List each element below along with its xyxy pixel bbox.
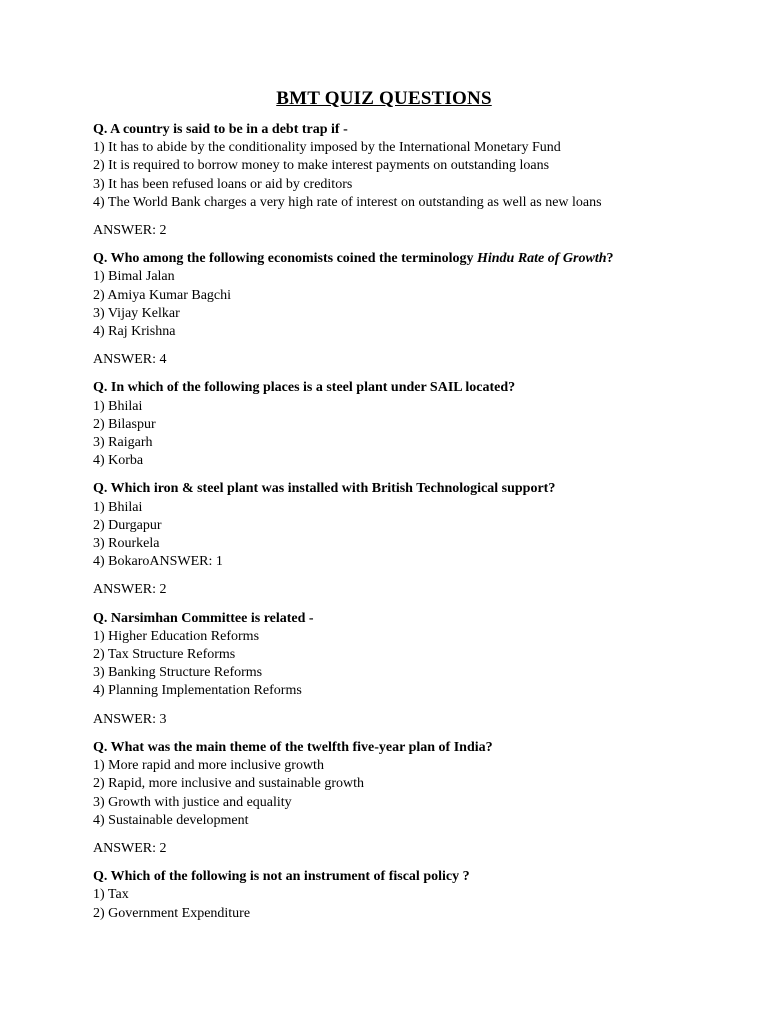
question-block: [93, 480, 733, 599]
option: 2) It is required to borrow money to make interest payments on outstanding loans: [93, 158, 550, 174]
answer-text: ANSWER: 2: [93, 840, 167, 856]
question-block: [93, 610, 733, 729]
option: 4) BokaroANSWER: 1: [93, 554, 223, 570]
option: 1) Bhilai: [93, 499, 143, 515]
question-text: Q. Narsimhan Committee is related -: [93, 610, 314, 626]
answer-text: ANSWER: 2: [93, 582, 167, 598]
question-suffix: ?: [606, 251, 614, 267]
option: 1) Tax: [93, 887, 129, 903]
option: 2) Durgapur: [93, 517, 162, 533]
option: 2) Government Expenditure: [93, 905, 251, 921]
option: 4) The World Bank charges a very high rate of interest on outstanding as well as new loans: [93, 194, 602, 210]
question-block: [93, 868, 733, 923]
quiz-content: [93, 121, 733, 933]
option: 4) Sustainable development: [93, 812, 249, 828]
question-text: Q. Which of the following is not an instrument of fiscal policy ?: [93, 869, 470, 885]
question-text: Q. Which iron & steel plant was installed with British Technological support?: [93, 481, 556, 497]
document-title: BMT QUIZ QUESTIONS: [276, 88, 492, 109]
question-prefix: Q. Who among the following economists coined the terminology: [93, 251, 477, 267]
question-text: Q. What was the main theme of the twelfth five-year plan of India?: [93, 739, 493, 755]
option: 1) Higher Education Reforms: [93, 628, 260, 644]
option: 3) Vijay Kelkar: [93, 305, 180, 321]
answer-text: ANSWER: 4: [93, 352, 167, 368]
option: 2) Amiya Kumar Bagchi: [93, 287, 232, 303]
question-block: [93, 121, 733, 240]
question-text: Q. A country is said to be in a debt trap if -: [93, 122, 348, 137]
answer-text: ANSWER: 3: [93, 711, 167, 727]
question-block: [93, 739, 733, 858]
option: 3) Growth with justice and equality: [93, 794, 292, 810]
option: 4) Korba: [93, 453, 144, 469]
option: 1) Bimal Jalan: [93, 269, 175, 285]
option: 3) Raigarh: [93, 435, 153, 451]
option: 1) It has to abide by the conditionality imposed by the International Monetary Fund: [93, 140, 561, 156]
option: 3) It has been refused loans or aid by creditors: [93, 176, 353, 192]
question-block: [93, 379, 733, 470]
option: 2) Tax Structure Reforms: [93, 647, 236, 663]
option: 1) Bhilai: [93, 398, 143, 414]
answer-text: ANSWER: 2: [93, 223, 167, 239]
option: 2) Rapid, more inclusive and sustainable growth: [93, 776, 364, 792]
option: 2) Bilaspur: [93, 416, 156, 432]
question-text: Q. In which of the following places is a steel plant under SAIL located?: [93, 380, 516, 396]
question-emphasis: Hindu Rate of Growth: [476, 251, 607, 267]
question-block: [93, 250, 733, 369]
option: 1) More rapid and more inclusive growth: [93, 758, 324, 774]
option: 4) Raj Krishna: [93, 324, 176, 340]
question-text: [93, 250, 733, 268]
option: 3) Rourkela: [93, 536, 160, 552]
option: 4) Planning Implementation Reforms: [93, 683, 302, 699]
option: 3) Banking Structure Reforms: [93, 665, 263, 681]
